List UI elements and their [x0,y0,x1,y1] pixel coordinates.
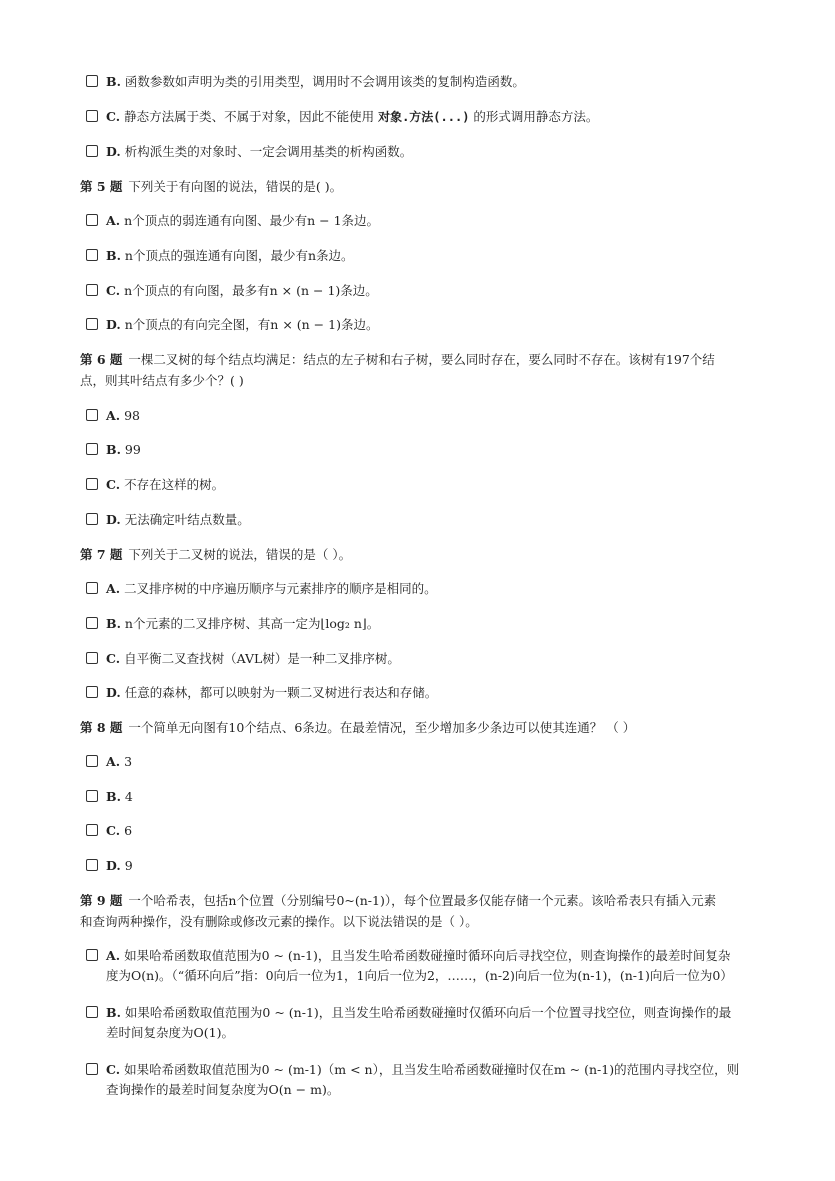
question-text: 一棵二叉树的每个结点均满足：结点的左子树和右子树，要么同时存在，要么同时不存在。该树有197个结 [128,352,715,367]
option-text: 析构派生类的对象时、一定会调用基类的析构函数。 [124,144,413,159]
option-letter: A. [106,754,121,769]
question-text: 下列关于二叉树的说法，错误的是（ ）。 [128,547,352,562]
option-checkbox[interactable] [86,755,98,767]
option-checkbox[interactable] [86,824,98,836]
question-7-header [80,544,775,565]
question-number: 第 5 题 [80,179,123,194]
option-text-line2: 查询操作的最差时间复杂度为O(n − m)。 [106,1082,340,1097]
q6-option-c[interactable] [86,475,775,495]
option-letter: A. [106,213,121,228]
question-8-header [80,717,775,738]
option-checkbox[interactable] [86,409,98,421]
option-letter: B. [106,1005,121,1020]
option-checkbox[interactable] [86,284,98,296]
q9-option-a[interactable] [86,946,775,986]
q9-option-b[interactable] [86,1003,775,1043]
option-checkbox[interactable] [86,859,98,871]
option-letter: C. [106,1062,121,1077]
q6-option-d[interactable] [86,510,775,530]
option-letter: D. [106,317,121,332]
option-text: 如果哈希函数取值范围为0 ~ (n-1)，且当发生哈希函数碰撞时仅循环向后一个位置寻找空位，则查询操作的最 [124,1005,732,1020]
q6-option-a[interactable] [86,406,775,426]
q8-option-c[interactable] [86,821,775,841]
option-checkbox[interactable] [86,582,98,594]
option-letter: D. [106,685,121,700]
option-checkbox[interactable] [86,443,98,455]
option-checkbox[interactable] [86,617,98,629]
option-letter: C. [106,283,121,298]
q7-option-c[interactable] [86,649,775,669]
option-checkbox[interactable] [86,249,98,261]
option-text: 98 [124,408,140,423]
option-text: 函数参数如声明为类的引用类型，调用时不会调用该类的复制构造函数。 [124,74,525,89]
option-text: 不存在这样的树。 [124,477,225,492]
question-number: 第 9 题 [80,893,123,908]
option-text: 3 [124,754,133,769]
question-number: 第 7 题 [80,547,123,562]
option-text: 自平衡二叉查找树（AVL树）是一种二叉排序树。 [124,651,400,666]
option-text: n个元素的二叉排序树、其高一定为⌊log₂ n⌋。 [124,616,380,631]
option-letter: C. [106,109,121,124]
option-checkbox[interactable] [86,686,98,698]
option-checkbox[interactable] [86,110,98,122]
q8-option-d[interactable] [86,856,775,876]
q5-option-d[interactable] [86,315,775,335]
question-text-line2: 点，则其叶结点有多少个？( ) [80,373,244,388]
option-letter: A. [106,581,121,596]
question-number: 第 6 题 [80,352,123,367]
option-letter: D. [106,858,121,873]
q7-option-a[interactable] [86,579,775,599]
option-row-b[interactable] [86,72,775,92]
option-checkbox[interactable] [86,75,98,87]
option-text: n个顶点的有向完全图，有n × (n − 1)条边。 [124,317,379,332]
option-text: 9 [124,858,133,873]
question-6-header [80,349,775,391]
option-text: n个顶点的强连通有向图，最少有n条边。 [124,248,354,263]
option-text: 99 [124,442,141,457]
option-text: n个顶点的弱连通有向图、最少有n − 1条边。 [124,213,380,228]
option-row-d[interactable] [86,142,775,162]
option-letter: D. [106,512,121,527]
option-text: 二叉排序树的中序遍历顺序与元素排序的顺序是相同的。 [124,581,437,596]
option-checkbox[interactable] [86,1063,98,1075]
option-letter: C. [106,823,121,838]
q9-option-c[interactable] [86,1060,775,1100]
option-text: 任意的森林，都可以映射为一颗二叉树进行表达和存储。 [124,685,438,700]
question-text: 下列关于有向图的说法，错误的是( )。 [128,179,343,194]
option-checkbox[interactable] [86,478,98,490]
option-text: 如果哈希函数取值范围为0 ~ (n-1)，且当发生哈希函数碰撞时循环向后寻找空位，则查询操作的最差时间复杂 [124,948,731,963]
option-text: 4 [124,789,133,804]
option-checkbox[interactable] [86,214,98,226]
q6-option-b[interactable] [86,440,775,460]
option-row-c[interactable] [86,107,775,127]
option-checkbox[interactable] [86,318,98,330]
option-letter: B. [106,248,121,263]
option-text: n个顶点的有向图，最多有n × (n − 1)条边。 [124,283,378,298]
question-text: 一个简单无向图有10个结点、6条边。在最差情况，至少增加多少条边可以使其连通？ （ ） [128,720,636,735]
option-letter: A. [106,948,121,963]
q8-option-b[interactable] [86,787,775,807]
option-checkbox[interactable] [86,513,98,525]
option-text: 如果哈希函数取值范围为0 ~ (m-1)（m < n），且当发生哈希函数碰撞时仅在m ~ (n-1)的范围内寻找空位，则 [124,1062,740,1077]
option-letter: D. [106,144,121,159]
option-checkbox[interactable] [86,652,98,664]
question-text: 一个哈希表，包括n个位置（分别编号0~(n-1)），每个位置最多仅能存储一个元素。该哈希表只有插入元素 [128,893,717,908]
option-text-line2: 度为O(n)。（“循环向后”指：0向后一位为1，1向后一位为2，……，(n-2)向后一位为(n-1)，(n-1)向后一位为0） [106,968,733,983]
option-letter: B. [106,616,121,631]
question-text-line2: 和查询两种操作，没有删除或修改元素的操作。以下说法错误的是（ ）。 [80,914,478,929]
option-checkbox[interactable] [86,790,98,802]
q7-option-d[interactable] [86,683,775,703]
q7-option-b[interactable] [86,614,775,634]
option-checkbox[interactable] [86,949,98,961]
question-5-header [80,176,775,197]
option-letter: B. [106,74,121,89]
question-number: 第 8 题 [80,720,123,735]
option-checkbox[interactable] [86,1006,98,1018]
option-text: 6 [124,823,133,838]
option-letter: C. [106,477,121,492]
q5-option-b[interactable] [86,246,775,266]
option-text: 的形式调用静态方法。 [469,109,599,124]
option-text: 静态方法属于类、不属于对象，因此不能使用 [124,109,379,124]
option-letter: B. [106,789,121,804]
option-text: 无法确定叶结点数量。 [124,512,250,527]
q5-option-c[interactable] [86,281,775,301]
option-checkbox[interactable] [86,145,98,157]
option-letter: B. [106,442,121,457]
code-snippet: 对象.方法(...) [378,110,470,124]
option-letter: C. [106,651,121,666]
question-9-header [80,890,775,932]
option-text-line2: 差时间复杂度为O(1)。 [106,1025,234,1040]
q5-option-a[interactable] [86,211,775,231]
option-letter: A. [106,408,121,423]
q8-option-a[interactable] [86,752,775,772]
